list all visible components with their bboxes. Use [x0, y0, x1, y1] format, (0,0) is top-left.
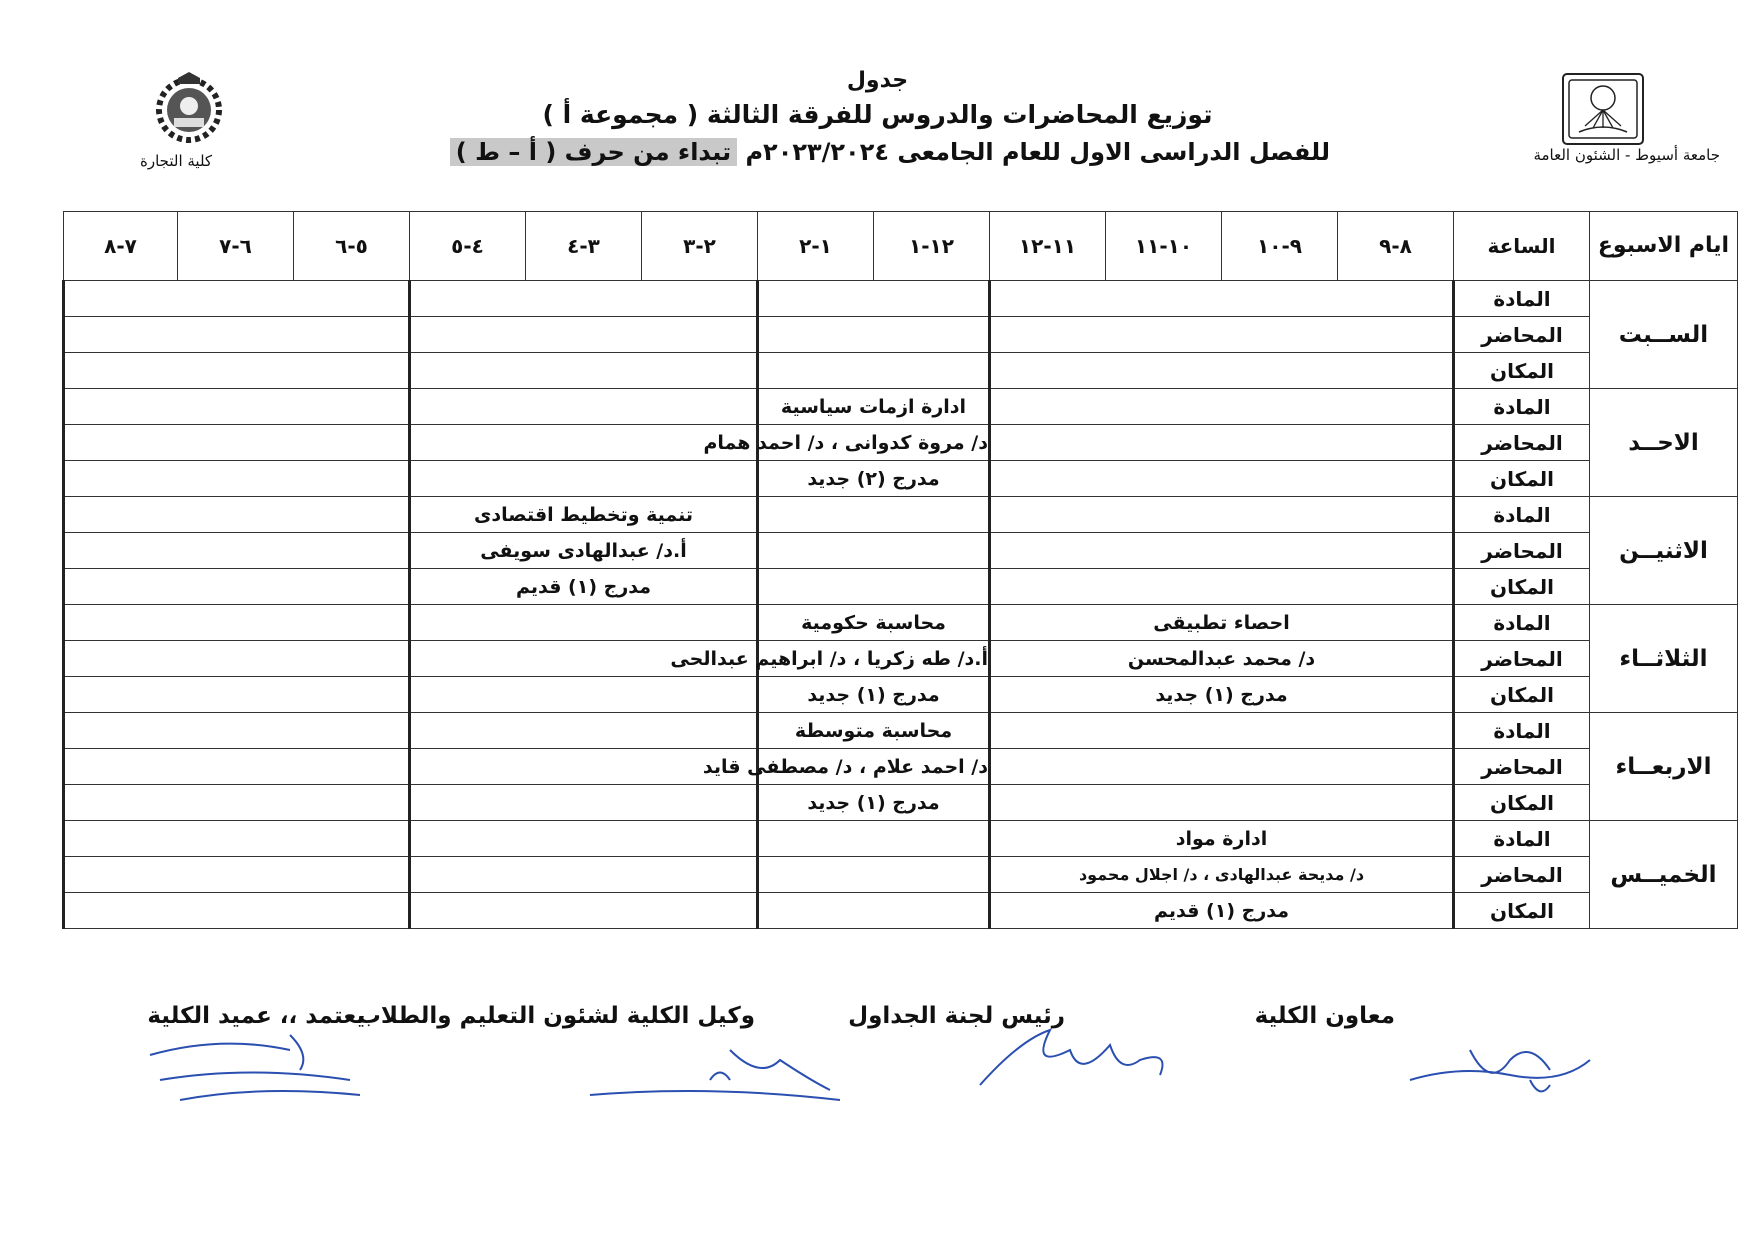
schedule-row — [64, 821, 1738, 857]
time-slot: ٨-٩ — [1338, 212, 1454, 281]
course-cell: محاسبة حكومية — [758, 605, 990, 641]
day-name: الســبت — [1590, 281, 1738, 389]
schedule-row — [64, 425, 1738, 461]
lecturer-cell — [410, 857, 758, 893]
sig-vice-dean-label: وكيل الكلية لشئون التعليم والطلاب — [357, 1003, 755, 1029]
day-name: الثلاثــاء — [1590, 605, 1738, 713]
location-cell: مدرج (١) جديد — [758, 785, 990, 821]
schedule-table — [62, 211, 1738, 929]
location-cell — [758, 893, 990, 929]
schedule-row — [64, 677, 1738, 713]
row-label: المادة — [1454, 605, 1590, 641]
row-label: المادة — [1454, 821, 1590, 857]
lecturer-cell: د/ مروة كدوانى ، د/ احمد همام — [758, 425, 990, 461]
schedule-row — [64, 497, 1738, 533]
row-label: المحاضر — [1454, 533, 1590, 569]
course-cell — [758, 821, 990, 857]
lecturer-cell — [990, 533, 1454, 569]
schedule-row — [64, 281, 1738, 317]
signature-committee-icon — [970, 1020, 1180, 1090]
schedule-body — [64, 281, 1738, 929]
location-cell — [990, 353, 1454, 389]
location-cell — [410, 677, 758, 713]
lecturer-cell — [64, 857, 410, 893]
lecturer-cell — [64, 641, 410, 677]
schedule-row — [64, 389, 1738, 425]
lecturer-cell: د/ احمد علام ، د/ مصطفى قايد — [758, 749, 990, 785]
course-cell — [64, 389, 410, 425]
location-cell — [64, 893, 410, 929]
lecturer-cell — [758, 533, 990, 569]
row-label: المادة — [1454, 281, 1590, 317]
doc-subtitle: توزيع المحاضرات والدروس للفرقة الثالثة ( مجموعة أ ) — [542, 100, 1213, 129]
course-cell: تنمية وتخطيط اقتصادى — [410, 497, 758, 533]
course-cell — [410, 281, 758, 317]
day-name: الاربعــاء — [1590, 713, 1738, 821]
row-label: المحاضر — [1454, 425, 1590, 461]
schedule-row — [64, 605, 1738, 641]
row-label: المكان — [1454, 785, 1590, 821]
lecturer-cell — [990, 317, 1454, 353]
time-slot: ١-٢ — [758, 212, 874, 281]
course-cell — [64, 281, 410, 317]
course-cell — [758, 497, 990, 533]
sig-committee-label: رئيس لجنة الجداول — [848, 1003, 1065, 1029]
course-cell — [990, 389, 1454, 425]
day-name: الخميــس — [1590, 821, 1738, 929]
header-row — [64, 212, 1738, 281]
signature-assistant-icon — [1400, 1030, 1600, 1100]
row-label: المادة — [1454, 713, 1590, 749]
time-slot: ٧-٨ — [64, 212, 178, 281]
location-cell — [410, 353, 758, 389]
location-cell: مدرج (١) جديد — [990, 677, 1454, 713]
lecturer-cell — [64, 317, 410, 353]
schedule-row — [64, 893, 1738, 929]
location-cell — [990, 461, 1454, 497]
time-slot: ٦-٧ — [178, 212, 294, 281]
course-cell — [410, 605, 758, 641]
location-cell — [410, 893, 758, 929]
lecturer-cell — [64, 533, 410, 569]
location-cell: مدرج (١) قديم — [410, 569, 758, 605]
row-label: المكان — [1454, 893, 1590, 929]
schedule-row — [64, 533, 1738, 569]
course-cell — [64, 713, 410, 749]
signature-vice-dean-icon — [580, 1040, 860, 1110]
course-cell — [410, 389, 758, 425]
location-cell — [410, 785, 758, 821]
course-cell: محاسبة متوسطة — [758, 713, 990, 749]
course-cell — [64, 821, 410, 857]
days-header: ايام الاسبوع — [1590, 212, 1738, 281]
location-cell: مدرج (٢) جديد — [758, 461, 990, 497]
schedule-row — [64, 713, 1738, 749]
schedule-row — [64, 317, 1738, 353]
lecturer-cell — [990, 749, 1454, 785]
course-cell — [758, 281, 990, 317]
location-cell — [990, 785, 1454, 821]
course-cell: ادارة ازمات سياسية — [758, 389, 990, 425]
course-cell — [410, 713, 758, 749]
lecturer-cell — [990, 425, 1454, 461]
course-cell — [990, 281, 1454, 317]
time-slot: ٥-٦ — [294, 212, 410, 281]
course-cell: احصاء تطبيقى — [990, 605, 1454, 641]
row-label: المحاضر — [1454, 641, 1590, 677]
course-cell — [990, 713, 1454, 749]
time-slot: ٣-٤ — [526, 212, 642, 281]
course-cell — [410, 821, 758, 857]
location-cell — [64, 461, 410, 497]
course-cell — [990, 497, 1454, 533]
doc-term-line — [455, 138, 1330, 166]
signature-dean-icon — [140, 1025, 370, 1105]
lecturer-cell: أ.د/ عبدالهادى سويفى — [410, 533, 758, 569]
location-cell: مدرج (١) قديم — [990, 893, 1454, 929]
course-cell — [64, 605, 410, 641]
course-cell — [64, 497, 410, 533]
doc-title: جدول — [846, 68, 909, 93]
faculty-logo-icon — [148, 72, 230, 148]
location-cell — [64, 569, 410, 605]
day-name: الاحــد — [1590, 389, 1738, 497]
row-label: المادة — [1454, 389, 1590, 425]
schedule-row — [64, 857, 1738, 893]
time-slot: ١١-١٢ — [990, 212, 1106, 281]
location-cell — [64, 677, 410, 713]
course-cell: ادارة مواد — [990, 821, 1454, 857]
schedule-row — [64, 749, 1738, 785]
lecturer-cell — [758, 317, 990, 353]
sig-assistant-label: معاون الكلية — [1254, 1003, 1395, 1029]
schedule-row — [64, 785, 1738, 821]
time-slot: ٤-٥ — [410, 212, 526, 281]
time-slot: ٩-١٠ — [1222, 212, 1338, 281]
university-logo-icon — [1555, 70, 1651, 152]
location-cell: مدرج (١) جديد — [758, 677, 990, 713]
schedule-row — [64, 353, 1738, 389]
row-label: المكان — [1454, 461, 1590, 497]
row-label: المحاضر — [1454, 857, 1590, 893]
time-slot: ١٠-١١ — [1106, 212, 1222, 281]
location-cell — [758, 569, 990, 605]
lecturer-cell: د/ مديحة عبدالهادى ، د/ اجلال محمود — [990, 857, 1454, 893]
row-label: المكان — [1454, 353, 1590, 389]
lecturer-cell — [758, 857, 990, 893]
university-name: جامعة أسيوط - الشئون العامة — [1533, 146, 1720, 164]
letter-range-highlight: تبداء من حرف ( أ – ط ) — [450, 138, 737, 166]
row-label: المحاضر — [1454, 317, 1590, 353]
schedule-row — [64, 641, 1738, 677]
schedule-row — [64, 569, 1738, 605]
time-slot: ٢-٣ — [642, 212, 758, 281]
location-cell — [64, 353, 410, 389]
schedule-row — [64, 461, 1738, 497]
time-slot: ١٢-١ — [874, 212, 990, 281]
location-cell — [758, 353, 990, 389]
lecturer-cell — [64, 425, 410, 461]
row-label: المكان — [1454, 677, 1590, 713]
location-cell — [990, 569, 1454, 605]
lecturer-cell: د/ محمد عبدالمحسن — [990, 641, 1454, 677]
faculty-name: كلية التجارة — [140, 152, 213, 170]
row-label: المادة — [1454, 497, 1590, 533]
sig-dean-label: يعتمد ،، عميد الكلية — [147, 1003, 365, 1029]
lecturer-cell — [410, 317, 758, 353]
lecturer-cell: أ.د/ طه زكريا ، د/ ابراهيم عبدالحى — [758, 641, 990, 677]
day-name: الاثنيــن — [1590, 497, 1738, 605]
lecturer-cell — [64, 749, 410, 785]
term-text: للفصل الدراسى الاول للعام الجامعى ٢٠٢٣/٢٠٢٤م — [745, 138, 1330, 166]
location-cell — [410, 461, 758, 497]
row-label: المكان — [1454, 569, 1590, 605]
row-label: المحاضر — [1454, 749, 1590, 785]
location-cell — [64, 785, 410, 821]
hour-header: الساعة — [1454, 212, 1590, 281]
